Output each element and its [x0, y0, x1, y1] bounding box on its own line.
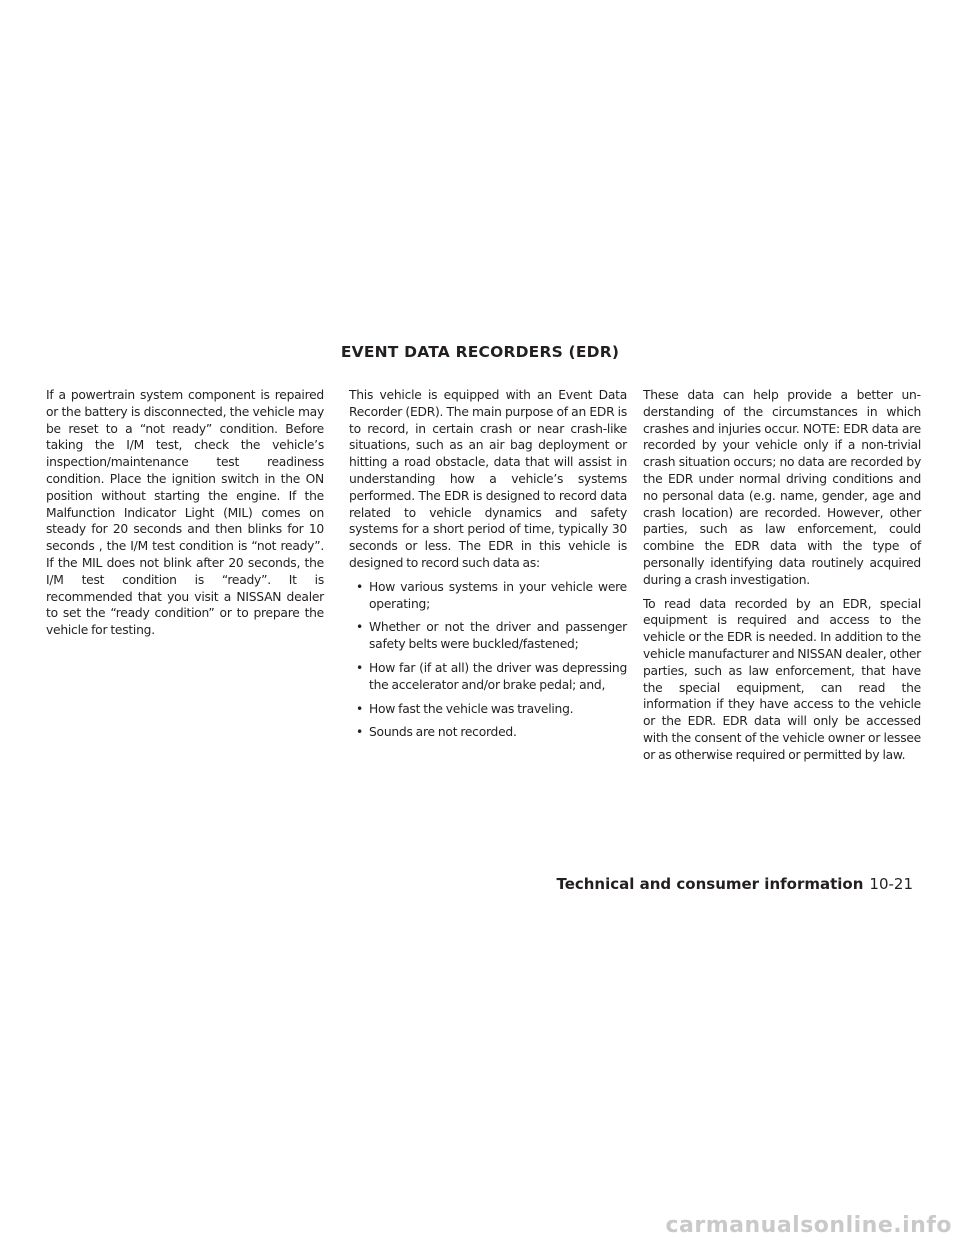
bullet-icon: •: [356, 701, 364, 716]
paragraph: If a powertrain system component is repaired or the battery is disconnected, the vehicle may be reset to a “not ready” condition. Before taking the I/M test, check the vehicle’s inspection/maintenance test readiness condition. Place the ignition switch in the ON position without starting the engine. If the Malfunction Indicator Light (MIL) comes on steady for 20 seconds and then blinks for 10 seconds , the I/M test condition is “not ready”. If the MIL does not blink after 20 seconds, the I/M test condition is “ready”. It is recommended that you visit a NISSAN dealer to set the “ready condition” or to prepare the vehicle for testing.: [46, 388, 324, 638]
middle-column: [349, 387, 627, 748]
section-heading: EVENT DATA RECORDERS (EDR): [340, 343, 620, 361]
paragraph: These data can help provide a better understanding of the circumstances in which crashes and injuries occur. NOTE: EDR data are recorded by your vehicle only if a non-trivial crash situation occurs; no data are recorded by the EDR under normal driving conditions and no personal data (e.g. name, gender, age and crash location) are recorded. However, other parties, such as law enforcement, could combine the EDR data with the type of personally identifying data routinely acquired during a crash investigation.: [643, 388, 921, 587]
bullet-icon: •: [356, 620, 364, 635]
bullet-icon: •: [356, 660, 364, 675]
list-item-text: Sounds are not recorded.: [369, 725, 517, 740]
list-item: [349, 701, 627, 718]
bullet-icon: •: [356, 579, 364, 594]
list-item-text: How various systems in your vehicle were operating;: [369, 579, 627, 611]
page-footer: [556, 875, 913, 893]
right-column: [643, 387, 921, 771]
list-item-text: How fast the vehicle was traveling.: [369, 701, 574, 716]
list-item: [349, 724, 627, 741]
paragraph: To read data recorded by an EDR, special equipment is required and access to the vehicle or the EDR is needed. In addition to the vehicle manufacturer and NISSAN dealer, other parties, such as law enforcement, that have the special equipment, can read the information if they have access to the vehicle or the EDR. EDR data will only be accessed with the consent of the vehicle owner or lessee or as otherwise required or permitted by law.: [643, 596, 921, 762]
list-item-text: Whether or not the driver and passenger safety belts were buckled/fastened;: [369, 620, 627, 652]
list-item-text: How far (if at all) the driver was depressing the accelerator and/or brake pedal; and,: [369, 660, 627, 692]
list-item: [349, 660, 627, 694]
bullet-icon: •: [356, 725, 364, 740]
page-number: 10-21: [869, 875, 913, 893]
left-column: [46, 387, 324, 646]
watermark: carmanualsonline.info: [665, 1213, 952, 1238]
list-item: [349, 579, 627, 613]
footer-section-title: Technical and consumer information: [556, 875, 864, 893]
paragraph: This vehicle is equipped with an Event Data Recorder (EDR). The main purpose of an EDR is to record, in certain crash or near crash-like situations, such as an air bag deployment or hitting a road obstacle, data that will assist in understanding how a vehicle’s systems performed. The EDR is designed to record data related to vehicle dynamics and safety systems for a short period of time, typically 30 seconds or less. The EDR in this vehicle is designed to record such data as:: [349, 388, 627, 570]
bullet-list: [349, 579, 627, 741]
list-item: [349, 619, 627, 653]
